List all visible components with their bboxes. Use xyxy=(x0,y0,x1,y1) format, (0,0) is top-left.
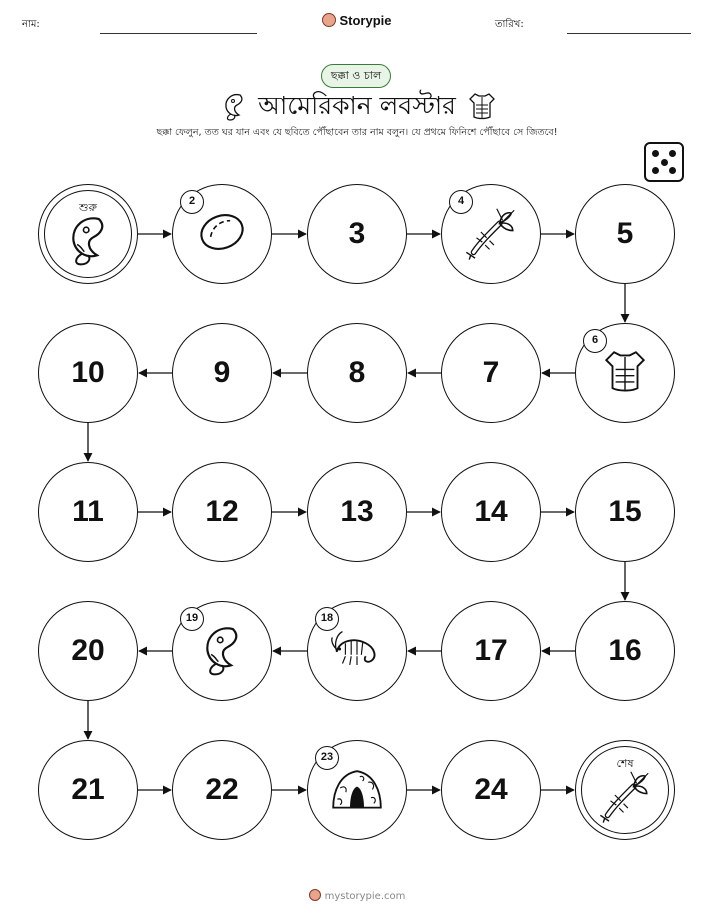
space-number-badge: 18 xyxy=(315,607,339,631)
page-title: আমেরিকান লবস্টার xyxy=(258,91,456,120)
armor-icon xyxy=(466,90,498,122)
footer-url: mystorypie.com xyxy=(324,891,406,902)
space-number: 11 xyxy=(72,495,104,528)
die-pip xyxy=(669,150,676,157)
board-space-10[interactable] xyxy=(38,323,138,423)
space-number: 13 xyxy=(340,495,374,528)
board-space-14[interactable] xyxy=(441,462,541,562)
space-number-badge: 4 xyxy=(449,190,473,214)
board-space-22[interactable] xyxy=(172,740,272,840)
name-line[interactable] xyxy=(100,33,257,34)
egg-icon xyxy=(196,206,248,262)
space-number-badge: 6 xyxy=(583,329,607,353)
board-space-13[interactable] xyxy=(307,462,407,562)
start-space[interactable] xyxy=(38,184,138,284)
space-number: 8 xyxy=(348,356,366,389)
space-number: 7 xyxy=(482,356,500,389)
board-space-21[interactable] xyxy=(38,740,138,840)
space-number-badge: 23 xyxy=(315,746,339,770)
claw-icon xyxy=(193,620,251,682)
space-number: 20 xyxy=(71,634,105,667)
space-number: 15 xyxy=(608,495,642,528)
board-space-16[interactable] xyxy=(575,601,675,701)
brand xyxy=(0,13,714,28)
die-pip xyxy=(652,150,659,157)
space-number-badge: 2 xyxy=(180,190,204,214)
instructions: ছক্কা ফেলুন, তত ঘর যান এবং যে ছবিতে পৌঁছাবেন তার নাম বলুন। যে প্রথমে ফিনিশে পৌঁছাবে সে জিতবে! xyxy=(156,127,558,138)
die-icon[interactable] xyxy=(644,142,684,182)
name-label: নাম: xyxy=(22,19,40,30)
die-pip xyxy=(669,167,676,174)
board-space-15[interactable] xyxy=(575,462,675,562)
space-number-badge: 19 xyxy=(180,607,204,631)
finish-space[interactable] xyxy=(575,740,675,840)
board-space-12[interactable] xyxy=(172,462,272,562)
lobster-icon xyxy=(462,203,520,265)
lobster-icon xyxy=(596,766,654,828)
board-space-11[interactable] xyxy=(38,462,138,562)
space-number: 9 xyxy=(213,356,231,389)
space-number: 5 xyxy=(616,217,634,250)
board-space-8[interactable] xyxy=(307,323,407,423)
space-number: 22 xyxy=(205,773,239,806)
space-number: 14 xyxy=(474,495,508,528)
date-label: তারিখ: xyxy=(495,19,524,30)
board-space-9[interactable] xyxy=(172,323,272,423)
space-number: 17 xyxy=(474,634,508,667)
space-number: 21 xyxy=(71,773,105,806)
board-space-20[interactable] xyxy=(38,601,138,701)
board-space-5[interactable] xyxy=(575,184,675,284)
footer xyxy=(0,889,714,902)
space-number: 16 xyxy=(608,634,642,667)
game-type-pill: ছক্কা ও চাল xyxy=(321,64,391,88)
start-label: শুরু xyxy=(79,201,97,214)
date-line[interactable] xyxy=(567,33,691,34)
cave-icon xyxy=(329,760,385,820)
board-space-24[interactable] xyxy=(441,740,541,840)
die-pip xyxy=(661,159,668,166)
shrimp-icon xyxy=(328,620,386,682)
brand-name: Storypie xyxy=(339,13,392,28)
board-space-17[interactable] xyxy=(441,601,541,701)
storypie-logo-icon xyxy=(309,889,321,901)
armor-icon xyxy=(600,346,650,400)
board-space-7[interactable] xyxy=(441,323,541,423)
finish-label: শেষ xyxy=(616,757,634,770)
storypie-logo-icon xyxy=(322,13,336,27)
die-pip xyxy=(652,167,659,174)
claw-icon xyxy=(59,210,117,272)
space-number: 24 xyxy=(474,773,508,806)
board-space-3[interactable] xyxy=(307,184,407,284)
space-number: 3 xyxy=(348,217,366,250)
space-number: 12 xyxy=(205,495,239,528)
space-number: 10 xyxy=(71,356,105,389)
